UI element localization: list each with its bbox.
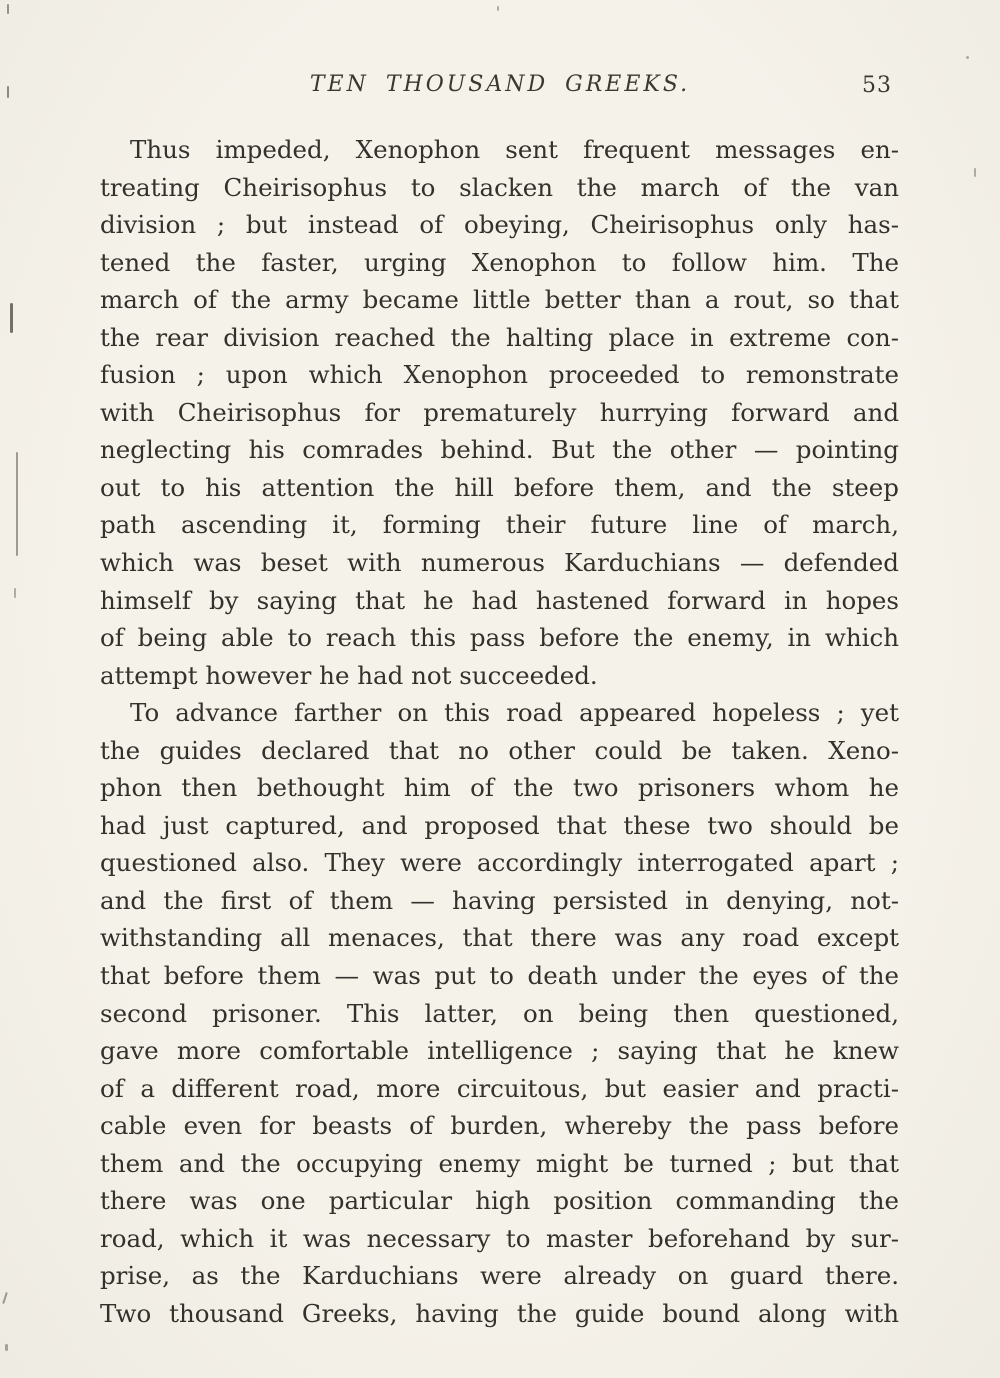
page-number: 53 bbox=[862, 73, 892, 98]
text-line: cable even for beasts of burden, whereby the pass before bbox=[100, 1111, 899, 1141]
scan-artifact bbox=[10, 303, 13, 333]
paragraph bbox=[100, 131, 899, 694]
text-line: gave more comfortable intelligence ; saying that he knew bbox=[100, 1036, 899, 1066]
scan-artifact bbox=[2, 1292, 8, 1304]
scan-artifact bbox=[974, 168, 976, 177]
text-line: the rear division reached the halting place in extreme con- bbox=[100, 322, 899, 352]
text-line: had just captured, and proposed that these two should be bbox=[100, 810, 899, 840]
text-line: tened the faster, urging Xenophon to follow him. The bbox=[100, 247, 899, 277]
scan-artifact bbox=[16, 452, 18, 556]
text-line: division ; but instead of obeying, Cheirisophus only has- bbox=[100, 210, 899, 240]
paragraph bbox=[100, 694, 899, 1332]
text-line: that before them — was put to death under the eyes of the bbox=[100, 961, 899, 991]
text-line: To advance farther on this road appeared hopeless ; yet bbox=[130, 698, 899, 728]
text-line: questioned also. They were accordingly interrogated apart ; bbox=[100, 848, 899, 878]
text-line: with Cheirisophus for prematurely hurrying forward and bbox=[100, 397, 899, 427]
text-line: there was one particular high position commanding the bbox=[100, 1186, 899, 1216]
text-line: of a different road, more circuitous, but easier and practi- bbox=[100, 1073, 899, 1103]
text-line: road, which it was necessary to master beforehand by sur- bbox=[100, 1223, 899, 1253]
scan-artifact bbox=[497, 6, 499, 11]
text-line: the guides declared that no other could be taken. Xeno- bbox=[100, 735, 899, 765]
text-line: withstanding all menaces, that there was any road except bbox=[100, 923, 899, 953]
text-line: prise, as the Karduchians were already on guard there. bbox=[100, 1261, 899, 1291]
text-line: attempt however he had not succeeded. bbox=[100, 660, 598, 690]
text-line: path ascending it, forming their future line of march, bbox=[100, 510, 899, 540]
scan-artifact bbox=[7, 86, 9, 98]
running-head bbox=[0, 72, 1000, 102]
text-line: them and the occupying enemy might be turned ; but that bbox=[100, 1148, 899, 1178]
text-line: Thus impeded, Xenophon sent frequent messages en- bbox=[130, 135, 899, 164]
text-line: phon then bethought him of the two prisoners whom he bbox=[100, 773, 899, 803]
text-line: which was beset with numerous Karduchians — defended bbox=[100, 548, 899, 578]
scan-artifact bbox=[14, 588, 16, 598]
scan-artifact bbox=[7, 4, 9, 14]
text-line: out to his attention the hill before them, and the steep bbox=[100, 472, 899, 502]
text-line: of being able to reach this pass before the enemy, in which bbox=[100, 623, 899, 653]
text-line: and the first of them — having persisted in denying, not- bbox=[100, 885, 899, 915]
text-line: neglecting his comrades behind. But the other — pointing bbox=[100, 435, 899, 465]
scan-artifact bbox=[966, 56, 969, 59]
text-line: march of the army became little better than a rout, so that bbox=[100, 285, 899, 315]
text-line: second prisoner. This latter, on being then questioned, bbox=[100, 998, 899, 1028]
scan-artifact bbox=[5, 1344, 8, 1351]
text-line: treating Cheirisophus to slacken the march of the van bbox=[100, 172, 899, 202]
text-line: himself by saying that he had hastened forward in hopes bbox=[100, 585, 899, 615]
text-line: Two thousand Greeks, having the guide bound along with bbox=[100, 1298, 899, 1328]
text-line: fusion ; upon which Xenophon proceeded to remonstrate bbox=[100, 360, 899, 390]
running-title: TEN THOUSAND GREEKS. bbox=[309, 72, 691, 97]
page-body bbox=[100, 131, 899, 1333]
